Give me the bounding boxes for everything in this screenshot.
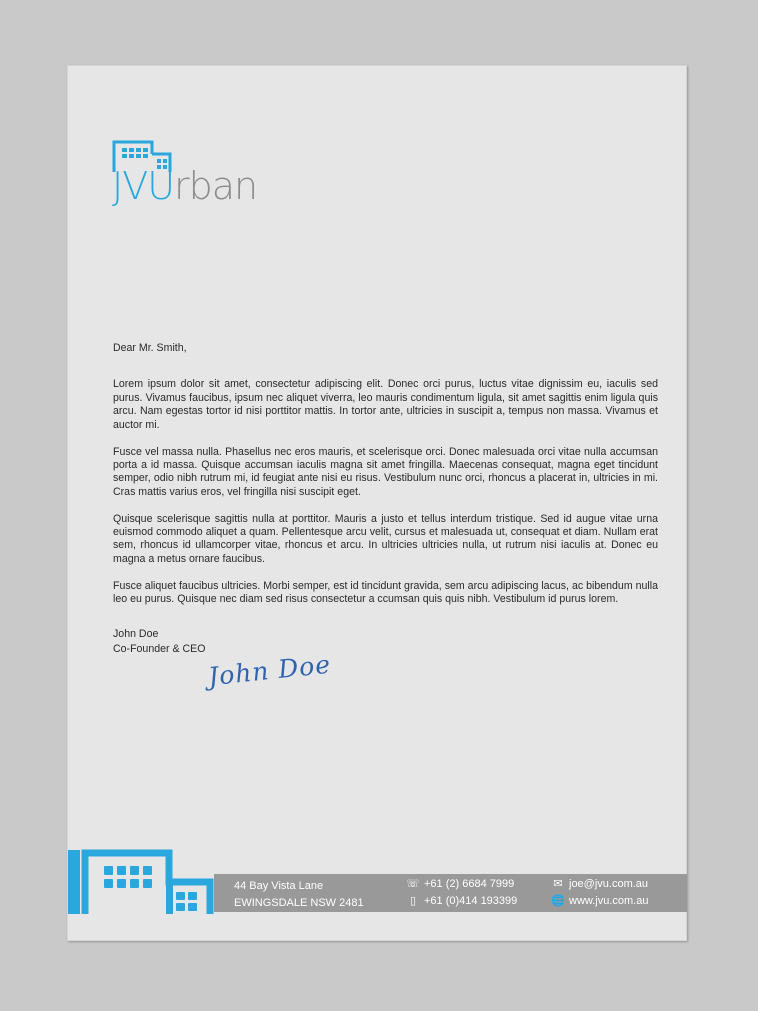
mobile-number: +61 (0)414 193399 bbox=[424, 895, 518, 907]
letter-body bbox=[113, 342, 658, 657]
footer-contact-bar bbox=[214, 874, 687, 912]
website-row[interactable] bbox=[551, 893, 648, 910]
footer-online bbox=[551, 876, 648, 910]
signer-title: Co-Founder & CEO bbox=[113, 642, 206, 655]
letterhead-page bbox=[67, 65, 687, 941]
mobile-row bbox=[406, 893, 517, 910]
website-url[interactable]: www.jvu.com.au bbox=[569, 895, 649, 907]
footer-address bbox=[234, 878, 364, 912]
salutation: Dear Mr. Smith, bbox=[113, 342, 187, 354]
signature-block bbox=[113, 627, 658, 657]
mobile-phone-icon: ▯ bbox=[409, 895, 417, 907]
telephone-icon: ☏ bbox=[406, 878, 420, 890]
email-address[interactable]: joe@jvu.com.au bbox=[569, 878, 649, 890]
paragraph-3: Quisque scelerisque sagittis nulla at porttitor. Mauris a justo et tellus interdum tristique. Sed id augue vitae urna euismod commodo aliquet a quam. Pellentesque arcu velit, cursus et malesuada ut, consequat et diam. Nullam erat sem, rhoncus id ullamcorper vitae, rhoncus et arcu. In ultricies ultricies nulla, ut rutrum nisi iaculis at. Donec eu magna a metus ornare faucibus. bbox=[113, 512, 658, 565]
email-row[interactable] bbox=[551, 876, 648, 893]
globe-icon: 🌐 bbox=[551, 895, 565, 907]
logo-urban: rban bbox=[174, 164, 258, 208]
signer-name: John Doe bbox=[113, 627, 159, 640]
footer-building-graphic bbox=[68, 848, 216, 914]
address-line-2: EWINGSDALE NSW 2481 bbox=[234, 897, 364, 909]
phone-number: +61 (2) 6684 7999 bbox=[424, 878, 515, 890]
phone-row bbox=[406, 876, 517, 893]
envelope-icon: ✉ bbox=[553, 878, 563, 890]
logo-wordmark bbox=[112, 164, 257, 208]
paragraph-4: Fusce aliquet faucibus ultricies. Morbi semper, est id tincidunt gravida, sem arcu adipiscing lacus, ac bibendum nulla leo eu purus. Quisque nec diam sed risus consectetur a ccumsan quis quis nibh. Vestibulum id purus lorem. bbox=[113, 579, 658, 606]
handwritten-signature: John Doe bbox=[206, 649, 333, 692]
address-line-1: 44 Bay Vista Lane bbox=[234, 880, 324, 892]
paragraph-2: Fusce vel massa nulla. Phasellus nec eros mauris, et scelerisque orci. Donec malesuada orci vitae nulla accumsan porta a id massa. Quisque accumsan iaculis magna sit amet fringilla. Maecenas consequat, magna eget tincidunt semper, odio nibh rutrum mi, id feugiat ante nisi eu risus. Vestibulum nunc orci, rhoncus a placerat in, ultricies in mi. Cras mattis varius eros, vel fringilla nisi suscipit eget. bbox=[113, 445, 658, 498]
logo-jvu: JVU bbox=[112, 164, 175, 208]
paragraph-1: Lorem ipsum dolor sit amet, consectetur adipiscing elit. Donec orci purus, luctus vitae dignissim eu, iaculis sed purus. Vivamus faucibus, ipsum nec aliquet viverra, leo mauris condimentum ligula, sit amet sagittis enim ligula quis arcu. Nam egestas tortor id nisi porttitor mattis. In tortor ante, ultricies in suscipit a, tempus non massa. Vivamus et auctor mi. bbox=[113, 378, 658, 431]
company-logo bbox=[112, 140, 272, 210]
footer-phones bbox=[406, 876, 517, 910]
